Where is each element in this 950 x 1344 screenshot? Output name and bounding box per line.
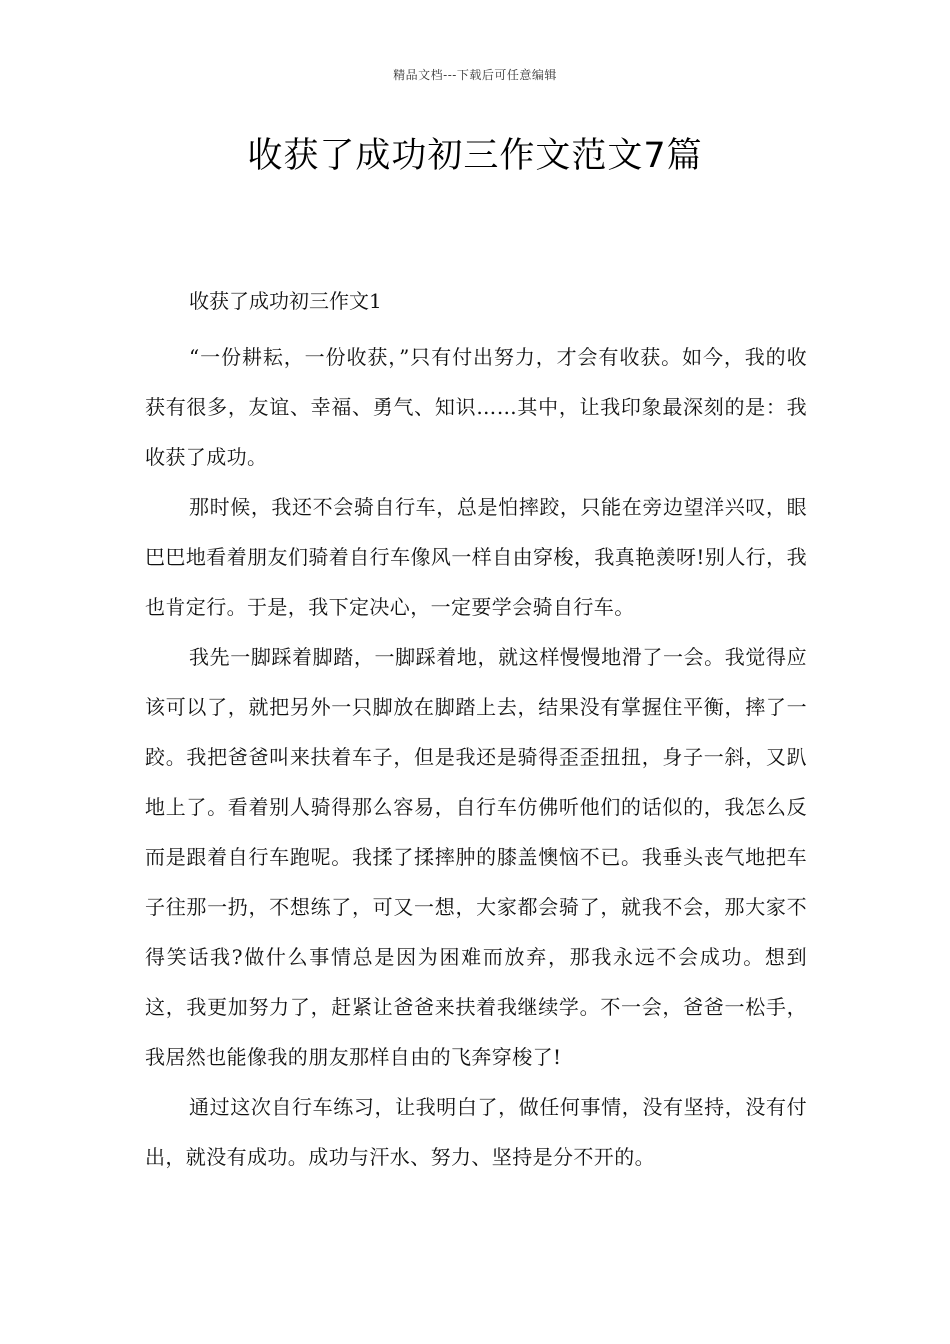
paragraph-4: 通过这次自行车练习，让我明白了，做任何事情，没有坚持，没有付出，就没有成功。成功与汗水、努力、坚持是分不开的。 — [145, 1095, 807, 1169]
section-heading: 收获了成功初三作文1 — [189, 289, 382, 313]
document-title: 收获了成功初三作文范文7篇 — [247, 136, 703, 176]
paragraph-2: 那时候，我还不会骑自行车，总是怕摔跤，只能在旁边望洋兴叹，眼巴巴地看着朋友们骑着自行车像风一样自由穿梭，我真艳羡呀!别人行，我也肯定行。于是，我下定决心，一定要学会骑自行车。 — [145, 495, 807, 619]
article-body — [145, 282, 807, 1182]
header-note: 精品文档---下载后可任意编辑 — [393, 68, 557, 82]
paragraph-3: 我先一脚踩着脚踏，一脚踩着地，就这样慢慢地滑了一会。我觉得应该可以了，就把另外一只脚放在脚踏上去，结果没有掌握住平衡，摔了一跤。我把爸爸叫来扶着车子，但是我还是骑得歪歪扭扭，身子一斜，又趴地上了。看着别人骑得那么容易，自行车仿佛听他们的话似的，我怎么反而是跟着自行车跑呢。我揉了揉摔肿的膝盖懊恼不已。我垂头丧气地把车子往那一扔，不想练了，可又一想，大家都会骑了，就我不会，那大家不得笑话我?做什么事情总是因为困难而放弃，那我永远不会成功。想到这，我更加努力了，赶紧让爸爸来扶着我继续学。不一会，爸爸一松手，我居然也能像我的朋友那样自由的飞奔穿梭了! — [145, 645, 807, 1069]
paragraph-1: “一份耕耘，一份收获，”只有付出努力，才会有收获。如今，我的收获有很多，友谊、幸福、勇气、知识……其中，让我印象最深刻的是：我收获了成功。 — [145, 345, 807, 469]
